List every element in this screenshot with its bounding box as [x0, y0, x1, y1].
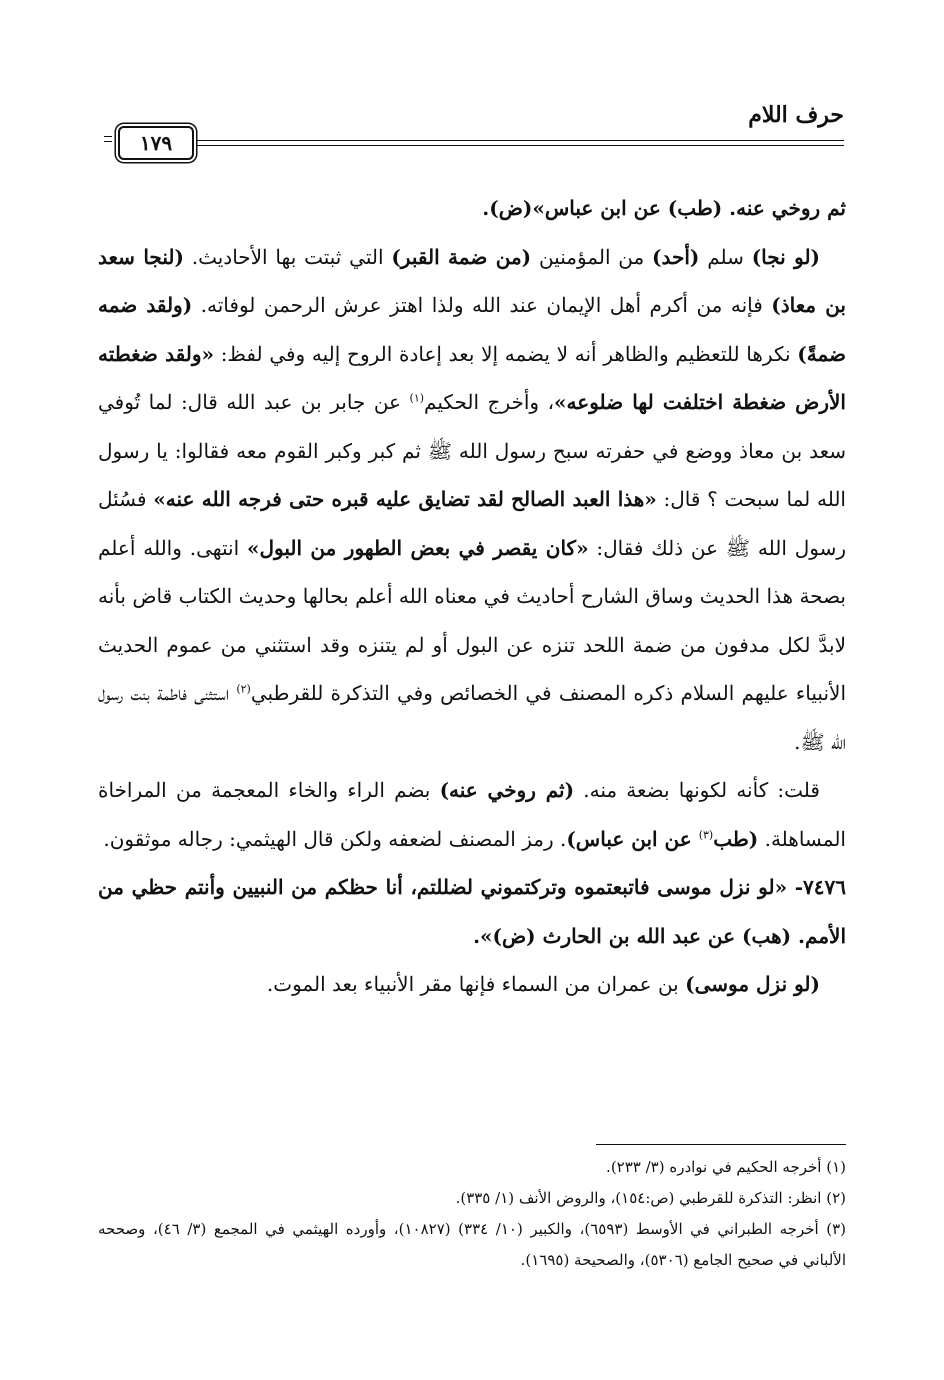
header-rule-end — [104, 136, 112, 142]
footnote: (٣) أخرجه الطبراني في الأوسط (٦٥٩٣)، والكبير (١٠/ ٣٣٤) (١٠٨٢٧)، وأورده الهيثمي في المجمع (٣/ ٤٦)، وصححه الألباني في صحيح الجامع (٥٣٠٦)، والصحيحة (١٦٩٥). — [98, 1220, 846, 1269]
header-rule — [195, 140, 844, 146]
quoted-term: (أحد) — [652, 244, 700, 269]
footnotes — [98, 1152, 846, 1276]
text-run: من المؤمنين — [531, 244, 653, 269]
page-number: ١٧٩ — [118, 126, 194, 160]
paragraph-commentary — [98, 233, 846, 767]
quoted-term: (لنجا سعد بن معاذ) — [98, 244, 846, 317]
text-run: انتهى. والله أعلم بصحة هذا الحديث وساق الشارح أحاديث في معناه الله أعلم بحالها وحديث الكتاب قاض بأنه لابدَّ لكل مدفون من ضمة اللحد تنزه عن البول أو لم يتنزه وقد استثني من عموم الحديث الأنبياء عليهم السلام ذكره المصنف في الخصائص وفي التذكرة للقرطبي — [98, 535, 847, 705]
hadith-quote: «كان يقصر في بعض الطهور من البول» — [246, 535, 589, 560]
quoted-term: (من ضمة القبر) — [391, 244, 532, 269]
hadith-quote: «هذا العبد الصالح لقد تضايق عليه قبره حتى فرجه الله عنه» — [153, 487, 657, 511]
quoted-term: (لو نزل موسى) — [685, 972, 820, 996]
footnote: (٢) انظر: التذكرة للقرطبي (ص:١٥٤)، والروض الأنف (١/ ٣٣٥). — [455, 1189, 846, 1207]
quoted-term: (ولقد ضمه ضمةً) — [98, 293, 846, 366]
hadith-quote: «ولقد ضغطته الأرض ضغطة اختلفت لها ضلوعه» — [98, 341, 846, 414]
text-run: . رمز المصنف لضعفه ولكن قال الهيثمي: رجاله موثقون. — [103, 826, 567, 851]
quoted-term: (ثم روخي عنه) — [439, 778, 575, 802]
quoted-term: عن ابن عباس) — [566, 826, 699, 851]
text-run: فسُئل رسول الله ﷺ عن ذلك فقال: — [98, 487, 846, 560]
footnote-marker[interactable]: (١) — [409, 391, 425, 405]
paragraph-commentary — [98, 960, 846, 1009]
hadith-entry — [98, 863, 846, 960]
text-run: ٧٤٧٦- «لو نزل موسى فاتبعتموه وتركتموني لضللتم، أنا حظكم من النبيين وأنتم حظي من الأمم. (هب) عن عبد الله بن الحارث (ض)». — [98, 875, 846, 948]
paragraph-continuation — [98, 184, 846, 233]
text-run: قلت: كأنه لكونها بضعة منه. — [574, 778, 820, 802]
text-run: التي ثبتت بها الأحاديث. — [183, 244, 392, 269]
text-run: سلم — [699, 244, 752, 269]
main-text — [98, 184, 846, 1009]
text-run: بضم الراء والخاء المعجمة من المراخاة المساهلة. — [98, 778, 846, 851]
text-run: عن جابر بن عبد الله قال: لما تُوفي سعد بن معاذ ووضع في حفرته سبح رسول الله ﷺ ثم كبر وكبر القوم معه فقالوا: يا رسول الله لما سبحت ؟ قال: — [98, 390, 846, 511]
footnote: (١) أخرجه الحكيم في نوادره (٣/ ٢٣٣). — [606, 1158, 846, 1176]
footnote-marker[interactable]: (٢) — [236, 682, 251, 696]
text-run: استثنى فاطمة بنت رسول الله ﷺ. — [98, 681, 846, 754]
text-run: ثم روخي عنه. (طب) عن ابن عباس»(ض). — [482, 196, 846, 220]
footnote-separator — [596, 1144, 846, 1145]
paragraph-commentary — [98, 766, 846, 863]
text-run: فإنه من أكرم أهل الإيمان عند الله ولذا اهتز عرش الرحمن لوفاته. — [192, 293, 772, 317]
footnote-marker[interactable]: (٣) — [698, 827, 714, 841]
text-run: ، وأخرج الحكيم — [424, 390, 555, 414]
quoted-term: (طب — [713, 826, 759, 851]
running-title: حرف اللام — [748, 102, 844, 128]
quoted-term: (لو نجا) — [751, 244, 821, 269]
text-run: بن عمران من السماء فإنها مقر الأنبياء بعد الموت. — [266, 972, 686, 996]
text-run: نكرها للتعظيم والظاهر أنه لا يضمه إلا بعد إعادة الروح إليه وفي لفظ: — [213, 341, 798, 366]
